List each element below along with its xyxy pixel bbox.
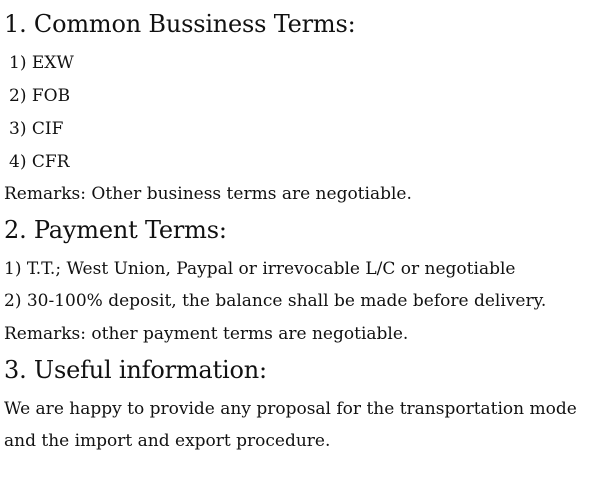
section2-item-tt: 1) T.T.; West Union, Paypal or irrevocable L/C or negotiable [4,259,516,279]
section3-line-2: and the import and export procedure. [4,431,331,451]
section1-item-cif: 3) CIF [9,119,64,139]
section2-item-deposit: 2) 30-100% deposit, the balance shall be made before delivery. [4,291,547,311]
section3-line-1: We are happy to provide any proposal for the transportation mode [4,399,577,419]
section3-heading: 3. Useful information: [4,356,267,384]
section1-item-fob: 2) FOB [9,86,71,106]
section2-heading: 2. Payment Terms: [4,216,227,244]
section1-item-exw: 1) EXW [9,53,74,73]
section1-item-cfr: 4) CFR [9,152,70,172]
section1-heading: 1. Common Bussiness Terms: [4,10,356,38]
section2-remark: Remarks: other payment terms are negotiable. [4,324,409,344]
section1-remark: Remarks: Other business terms are negotiable. [4,184,412,204]
